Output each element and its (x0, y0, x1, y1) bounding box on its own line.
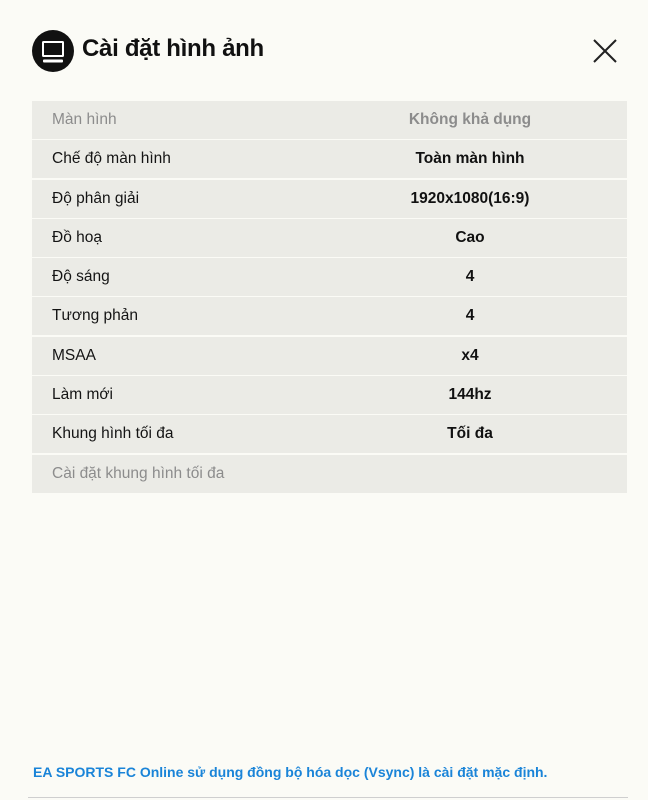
setting-row-brightness[interactable] (32, 258, 627, 296)
setting-value[interactable]: 144hz (448, 386, 492, 404)
setting-value[interactable]: Tối đa (447, 425, 493, 443)
setting-row-refresh[interactable] (32, 376, 627, 414)
setting-value[interactable]: Cao (455, 228, 485, 246)
vsync-note: EA SPORTS FC Online sử dụng đồng bộ hóa dọc (Vsync) là cài đặt mặc định. (33, 764, 548, 780)
settings-list (32, 101, 627, 494)
setting-row-resolution[interactable] (32, 180, 627, 218)
setting-row-screen-mode[interactable] (32, 140, 627, 178)
setting-value[interactable]: x4 (461, 346, 479, 364)
close-icon (590, 36, 620, 66)
divider (28, 797, 628, 798)
setting-label: Khung hình tối đa (52, 425, 174, 443)
setting-value[interactable]: 1920x1080(16:9) (410, 189, 530, 207)
setting-label: Chế độ màn hình (52, 150, 171, 168)
setting-label: Cài đặt khung hình tối đa (52, 464, 225, 482)
setting-value[interactable]: 4 (465, 307, 475, 325)
setting-row-graphics[interactable] (32, 219, 627, 257)
setting-value: Không khả dụng (408, 111, 532, 128)
monitor-icon (32, 30, 74, 72)
setting-row-msaa[interactable] (32, 337, 627, 375)
setting-label: Đồ hoạ (52, 228, 102, 246)
setting-row-display (32, 101, 627, 139)
setting-label: Tương phản (52, 307, 139, 325)
setting-row-contrast[interactable] (32, 297, 627, 335)
page-title: Cài đặt hình ảnh (82, 35, 264, 62)
setting-label: Độ phân giải (52, 189, 140, 207)
setting-row-max-frame-config (32, 455, 627, 493)
setting-label: MSAA (52, 346, 96, 364)
setting-label: Màn hình (52, 111, 117, 128)
setting-value[interactable]: Toàn màn hình (415, 150, 525, 168)
setting-label: Làm mới (52, 386, 113, 404)
close-button[interactable] (590, 36, 620, 66)
setting-value[interactable]: 4 (465, 268, 475, 286)
setting-label: Độ sáng (52, 268, 110, 286)
dialog-header (32, 30, 620, 74)
setting-row-max-frame[interactable] (32, 415, 627, 453)
